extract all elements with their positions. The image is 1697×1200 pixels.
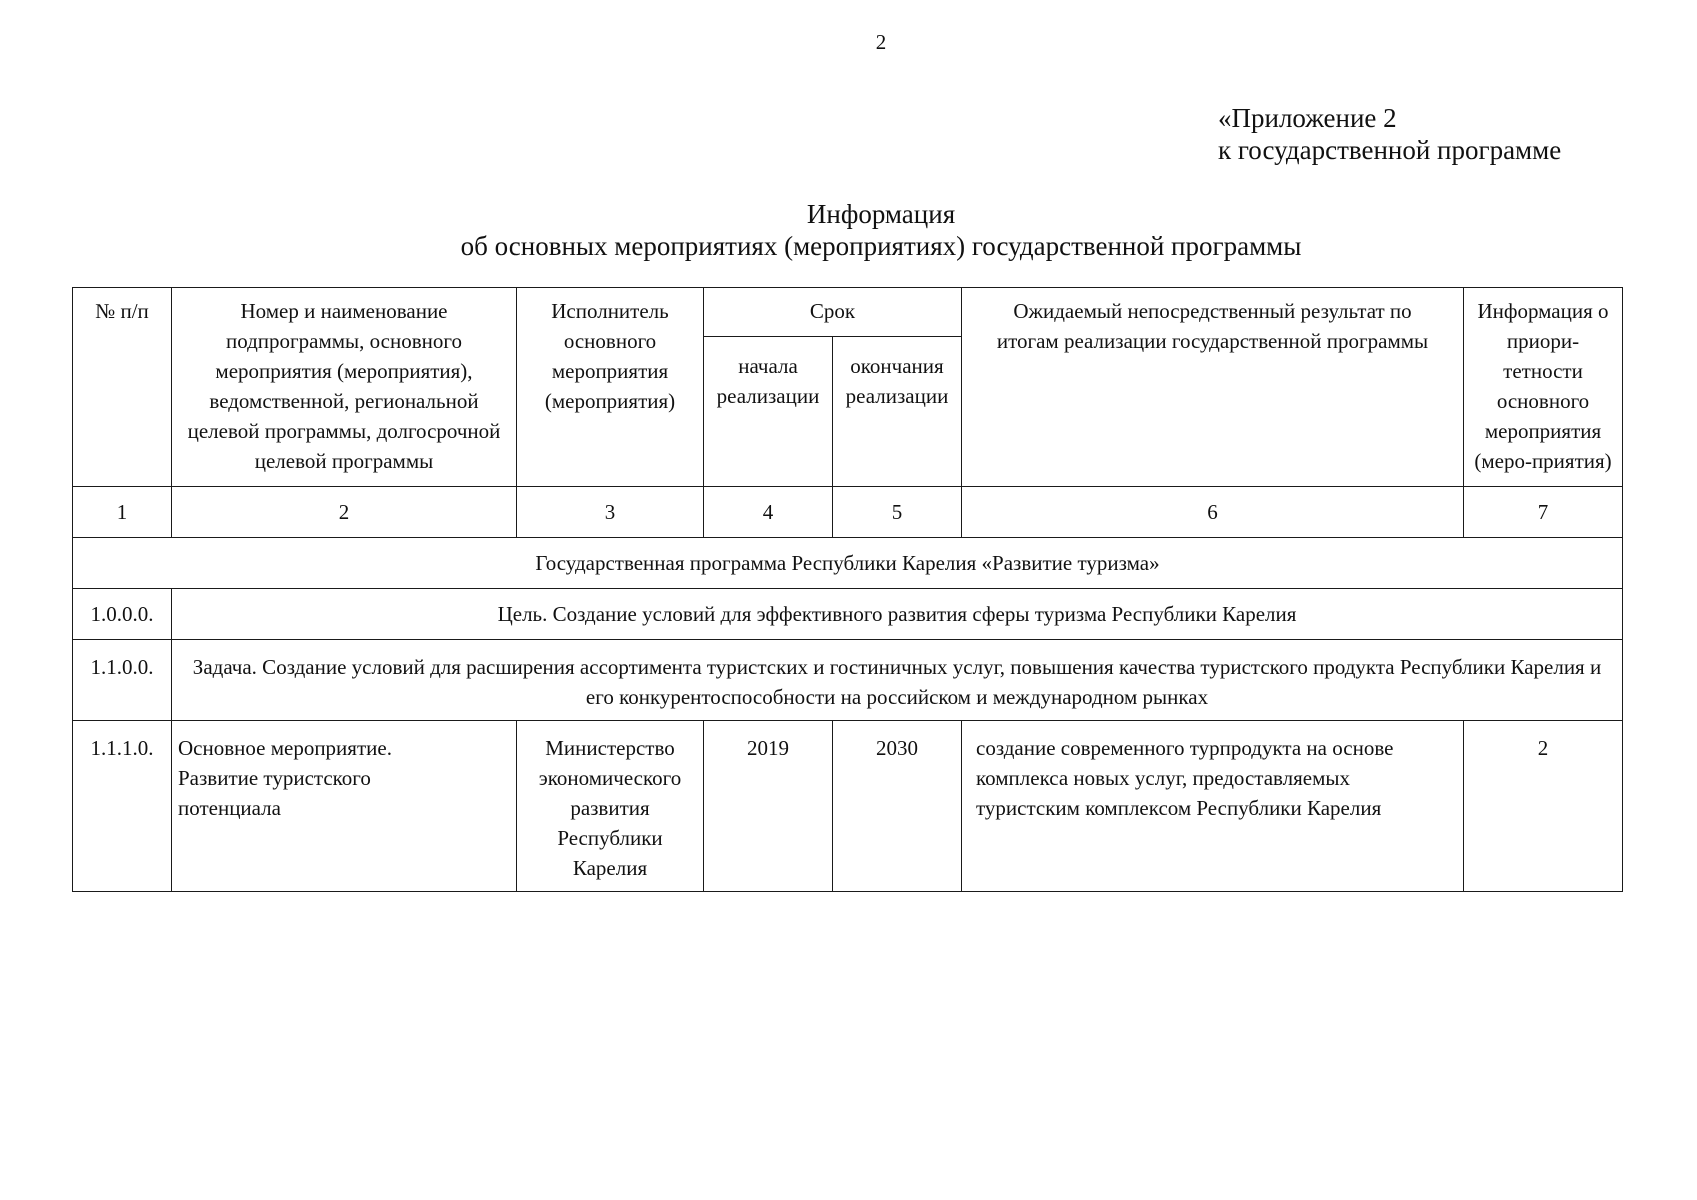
- row-end: 2030: [833, 721, 962, 892]
- activities-table: [72, 287, 1623, 892]
- column-number: 1: [73, 487, 172, 538]
- header-period: Срок: [704, 288, 962, 337]
- program-row: [73, 538, 1623, 589]
- column-number-row: [73, 487, 1623, 538]
- header-end: окончания реализации: [833, 337, 962, 487]
- column-number: 5: [833, 487, 962, 538]
- task-text: Задача. Создание условий для расширения ассортимента туристских и гостиничных услуг, повышения качества туристского продукта Республики Карелия и его конкурентоспособности на российском и международном рынках: [172, 640, 1623, 721]
- column-number: 4: [704, 487, 833, 538]
- header-result: Ожидаемый непосредственный результат по итогам реализации государственной программы: [962, 288, 1464, 487]
- column-number: 7: [1464, 487, 1623, 538]
- header-name: Номер и наименование подпрограммы, основного мероприятия (мероприятия), ведомственной, региональной целевой программы, долгосрочной целевой программы: [172, 288, 517, 487]
- column-number: 6: [962, 487, 1464, 538]
- row-executor: Министерство экономического развития Республики Карелия: [517, 721, 704, 892]
- header-priority: Информация о приори-тетности основного мероприятия (меро-приятия): [1464, 288, 1623, 487]
- header-num: № п/п: [73, 288, 172, 487]
- table-row: [73, 721, 1623, 892]
- row-result: создание современного турпродукта на основе комплекса новых услуг, предоставляемых туристским комплексом Республики Карелия: [962, 721, 1464, 892]
- row-start: 2019: [704, 721, 833, 892]
- header-start: начала реализации: [704, 337, 833, 487]
- column-number: 3: [517, 487, 704, 538]
- goal-text: Цель. Создание условий для эффективного развития сферы туризма Республики Карелия: [172, 589, 1623, 640]
- title-line-2: об основных мероприятиях (мероприятиях) государственной программы: [460, 231, 1302, 261]
- row-name: Основное мероприятие. Развитие туристского потенциала: [172, 721, 517, 892]
- column-number: 2: [172, 487, 517, 538]
- row-priority: 2: [1464, 721, 1623, 892]
- header-executor: Исполнитель основного мероприятия (мероприятия): [517, 288, 704, 487]
- appendix-line-2: к государственной программе: [1218, 135, 1562, 165]
- task-code: 1.1.0.0.: [73, 640, 172, 721]
- appendix-header: [1218, 102, 1561, 166]
- program-title: Государственная программа Республики Карелия «Развитие туризма»: [73, 538, 1623, 589]
- row-code: 1.1.1.0.: [73, 721, 172, 892]
- goal-row: [73, 589, 1623, 640]
- page-number: 2: [875, 30, 887, 54]
- goal-code: 1.0.0.0.: [73, 589, 172, 640]
- document-title: [0, 198, 1697, 262]
- header-row: [73, 288, 1623, 337]
- title-line-1: Информация: [806, 199, 956, 229]
- appendix-line-1: «Приложение 2: [1218, 103, 1397, 133]
- task-row: [73, 640, 1623, 721]
